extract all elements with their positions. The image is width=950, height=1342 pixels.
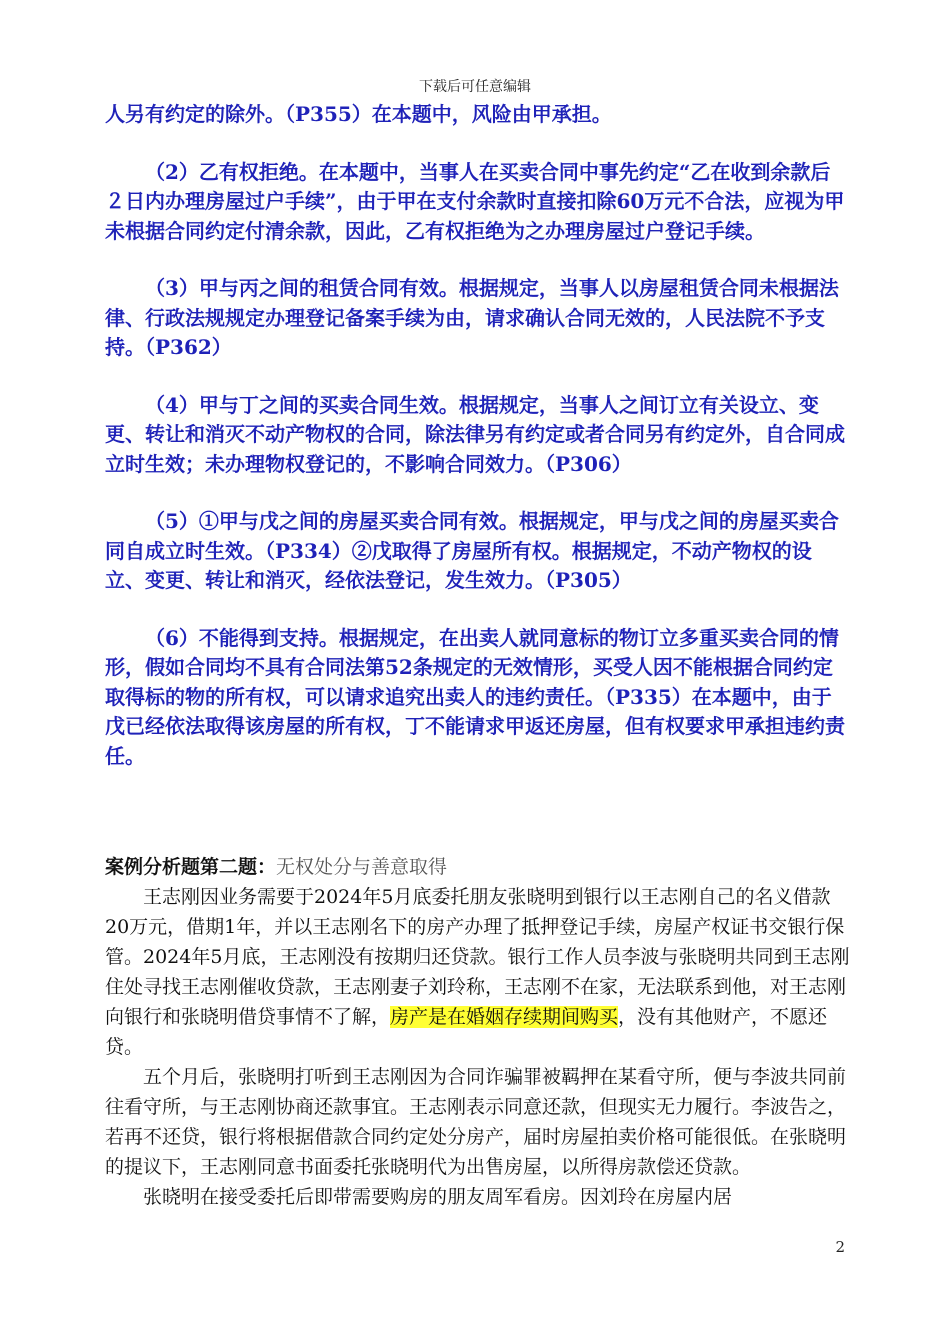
case-p1-tail: ，没有其他财产，不愿还贷。 xyxy=(105,1006,828,1058)
case-p1-text: 王志刚因业务需要于2024年5月底委托朋友张晓明到银行以王志刚自己的名义借款20万元，借期1年，并以王志刚名下的房产办理了抵押登记手续，房屋产权证书交银行保管。2024年5月底，王志刚没有按期归还贷款。银行工作人员李波与张晓明共同到王志刚住处寻找王志刚催收贷款，王志刚妻子刘玲称，王志刚不在家，无法联系到他，对王志刚向银行和张晓明借贷事情不了解， xyxy=(105,886,850,1028)
highlighted-text: 房产是在婚姻存续期间购买 xyxy=(390,1006,619,1028)
answer-item-3: （3）甲与丙之间的租赁合同有效。根据规定，当事人以房屋租赁合同未根据法律、行政法规规定办理登记备案手续为由，请求确认合同无效的，人民法院不予支持。（P362） xyxy=(105,276,839,359)
answer-section xyxy=(105,100,850,799)
page-number: 2 xyxy=(835,1238,845,1256)
answer-item-2: （2）乙有权拒绝。在本题中，当事人在买卖合同中事先约定“乙在收到余款后２日内办理房屋过户手续”，由于甲在支付余款时直接扣除60万元不合法，应视为甲未根据合同约定付清余款，因此，乙有权拒绝为之办理房屋过户登记手续。 xyxy=(105,159,845,243)
answer-item-6: （6）不能得到支持。根据规定，在出卖人就同意标的物订立多重买卖合同的情形，假如合同均不具有合同法第52条规定的无效情形，买受人因不能根据合同约定取得标的物的所有权，可以请求追究出卖人的违约责任。（P335）在本题中，由于戊已经依法取得该房屋的所有权，丁不能请求甲返还房屋，但有权要求甲承担违约责任。 xyxy=(105,625,845,768)
answer-item-4: （4）甲与丁之间的买卖合同生效。根据规定，当事人之间订立有关设立、变更、转让和消灭不动产物权的合同，除法律另有约定或者合同另有约定外，自合同成立时生效；未办理物权登记的，不影响合同效力。（P306） xyxy=(105,392,845,476)
case-title xyxy=(105,852,850,882)
header-note: 下载后可任意编辑 xyxy=(419,79,531,95)
case-title-label: 案例分析题第二题： xyxy=(105,856,277,878)
case-title-topic: 无权处分与善意取得 xyxy=(276,856,448,878)
case-paragraph-3: 张晓明在接受委托后即带需要购房的朋友周军看房。因刘玲在房屋内居 xyxy=(143,1186,733,1208)
case-section xyxy=(105,852,850,1212)
case-paragraph-2: 五个月后，张晓明打听到王志刚因为合同诈骗罪被羁押在某看守所，便与李波共同前往看守所，与王志刚协商还款事宜。王志刚表示同意还款，但现实无力履行。李波告之，若再不还贷，银行将根据借款合同约定处分房产，届时房屋拍卖价格可能很低。在张晓明的提议下，王志刚同意书面委托张晓明代为出售房屋，以所得房款偿还贷款。 xyxy=(105,1066,847,1178)
answer-item-5: （5）①甲与戊之间的房屋买卖合同有效。根据规定，甲与戊之间的房屋买卖合同自成立时生效。（P334）②戊取得了房屋所有权。根据规定，不动产物权的设立、变更、转让和消灭，经依法登记，发生效力。（P305） xyxy=(105,509,839,592)
answer-carryover: 人另有约定的除外。（P355）在本题中，风险由甲承担。 xyxy=(105,102,612,126)
case-paragraph-1 xyxy=(105,882,850,1062)
